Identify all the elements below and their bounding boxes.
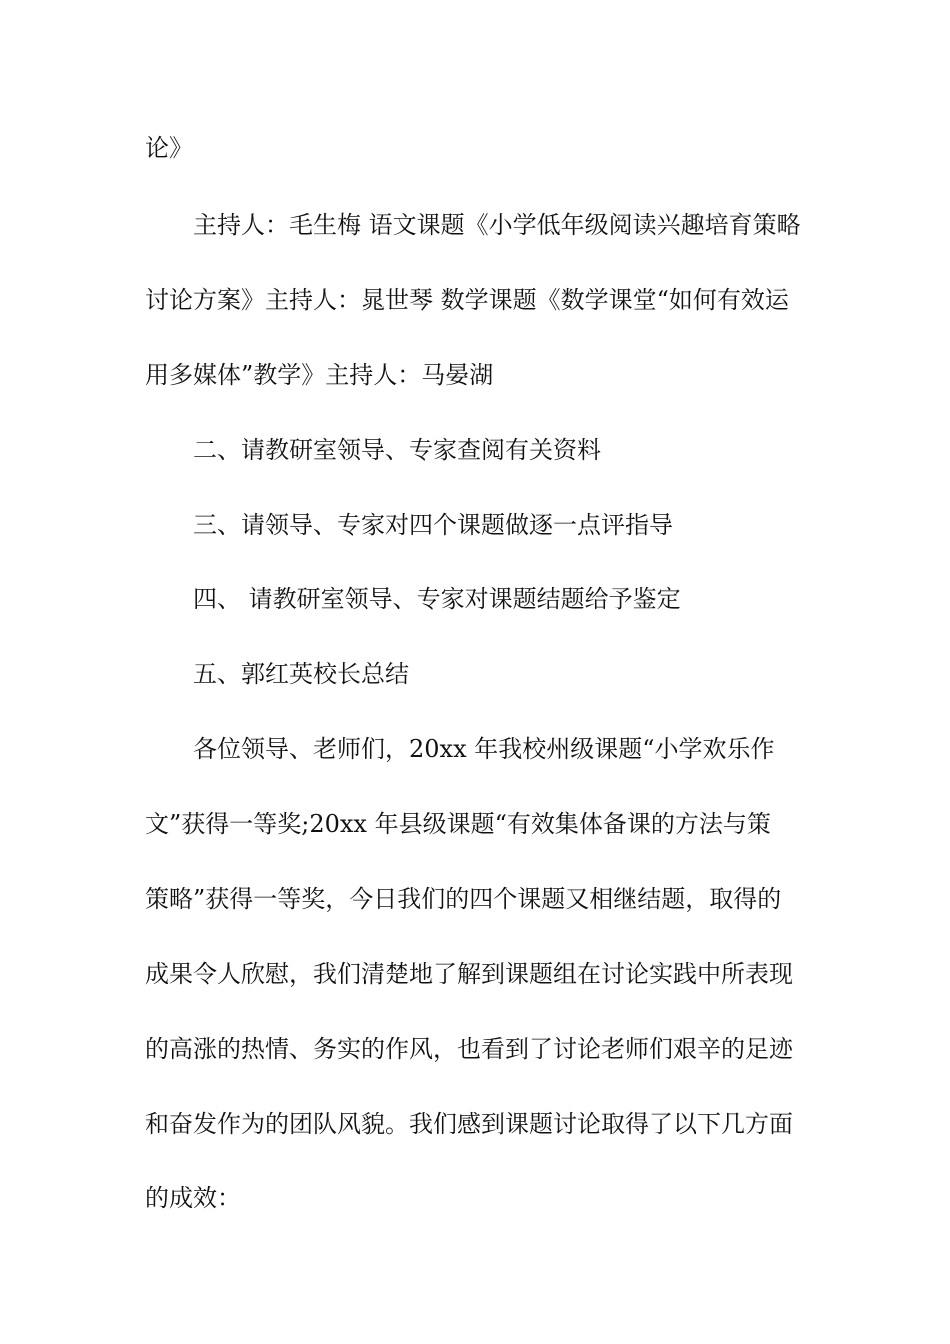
text-line: 和奋发作为的团队风貌。我们感到课题讨论取得了以下几方面 bbox=[145, 1110, 793, 1138]
list-item: 二、请教研室领导、专家查阅有关资料 bbox=[193, 436, 601, 464]
text-line: 策略”获得一等奖，今日我们的四个课题又相继结题，取得的 bbox=[145, 885, 782, 913]
text-line: 成果令人欣慰，我们清楚地了解到课题组在讨论实践中所表现 bbox=[145, 960, 793, 988]
text-line: 论》 bbox=[145, 134, 193, 162]
list-item: 三、请领导、专家对四个课题做逐一点评指导 bbox=[193, 511, 673, 539]
list-item: 四、 请教研室领导、专家对课题结题给予鉴定 bbox=[193, 585, 681, 613]
text-line: 用多媒体”教学》主持人：马晏湖 bbox=[145, 361, 494, 389]
paragraph-start: 各位领导、老师们，20xx 年我校州级课题“小学欢乐作 bbox=[193, 735, 775, 763]
text-line: 的高涨的热情、务实的作风，也看到了讨论老师们艰辛的足迹 bbox=[145, 1035, 793, 1063]
paragraph-start: 主持人：毛生梅 语文课题《小学低年级阅读兴趣培育策略 bbox=[193, 211, 801, 239]
text-line: 讨论方案》主持人：晁世琴 数学课题《数学课堂“如何有效运 bbox=[145, 286, 789, 314]
list-item: 五、郭红英校长总结 bbox=[193, 660, 409, 688]
text-line: 文”获得一等奖;20xx 年县级课题“有效集体备课的方法与策 bbox=[145, 810, 771, 838]
text-line: 的成效： bbox=[145, 1184, 241, 1212]
